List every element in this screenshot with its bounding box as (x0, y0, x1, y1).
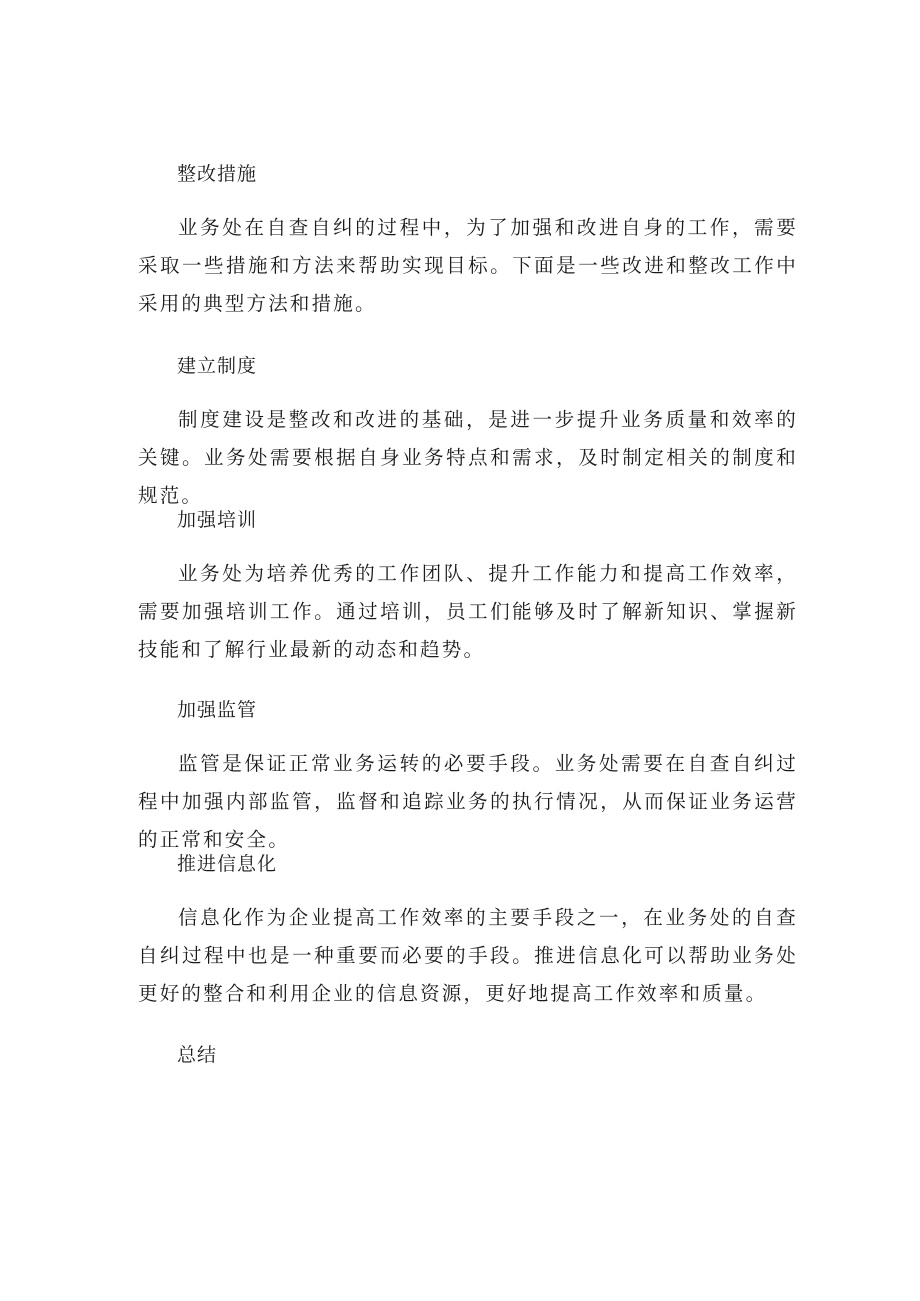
section-body-establish-system: 制度建设是整改和改进的基础，是进一步提升业务质量和效率的关键。业务处需要根据自身业务特点和需求，及时制定相关的制度和规范。 (138, 408, 798, 507)
section-body-rectification-measures: 业务处在自查自纠的过程中，为了加强和改进自身的工作，需要采取一些措施和方法来帮助实现目标。下面是一些改进和整改工作中采用的典型方法和措施。 (138, 216, 798, 315)
section-body-strengthen-training: 业务处为培养优秀的工作团队、提升工作能力和提高工作效率，需要加强培训工作。通过培训，员工们能够及时了解新知识、掌握新技能和了解行业最新的动态和趋势。 (138, 562, 798, 661)
section-body-informatization: 信息化作为企业提高工作效率的主要手段之一，在业务处的自查自纠过程中也是一种重要而必要的手段。推进信息化可以帮助业务处更好的整合和利用企业的信息资源，更好地提高工作效率和质量。 (138, 906, 798, 1005)
section-body-strengthen-supervision: 监管是保证正常业务运转的必要手段。业务处需要在自查自纠过程中加强内部监管，监督和追踪业务的执行情况，从而保证业务运营的正常和安全。 (138, 752, 798, 851)
section-heading-informatization: 推进信息化 (177, 853, 278, 875)
section-heading-strengthen-training: 加强培训 (177, 509, 258, 531)
section-heading-establish-system: 建立制度 (177, 355, 258, 377)
section-heading-strengthen-supervision: 加强监管 (177, 699, 258, 721)
section-heading-rectification-measures: 整改措施 (177, 163, 258, 185)
section-heading-summary: 总结 (177, 1044, 218, 1066)
